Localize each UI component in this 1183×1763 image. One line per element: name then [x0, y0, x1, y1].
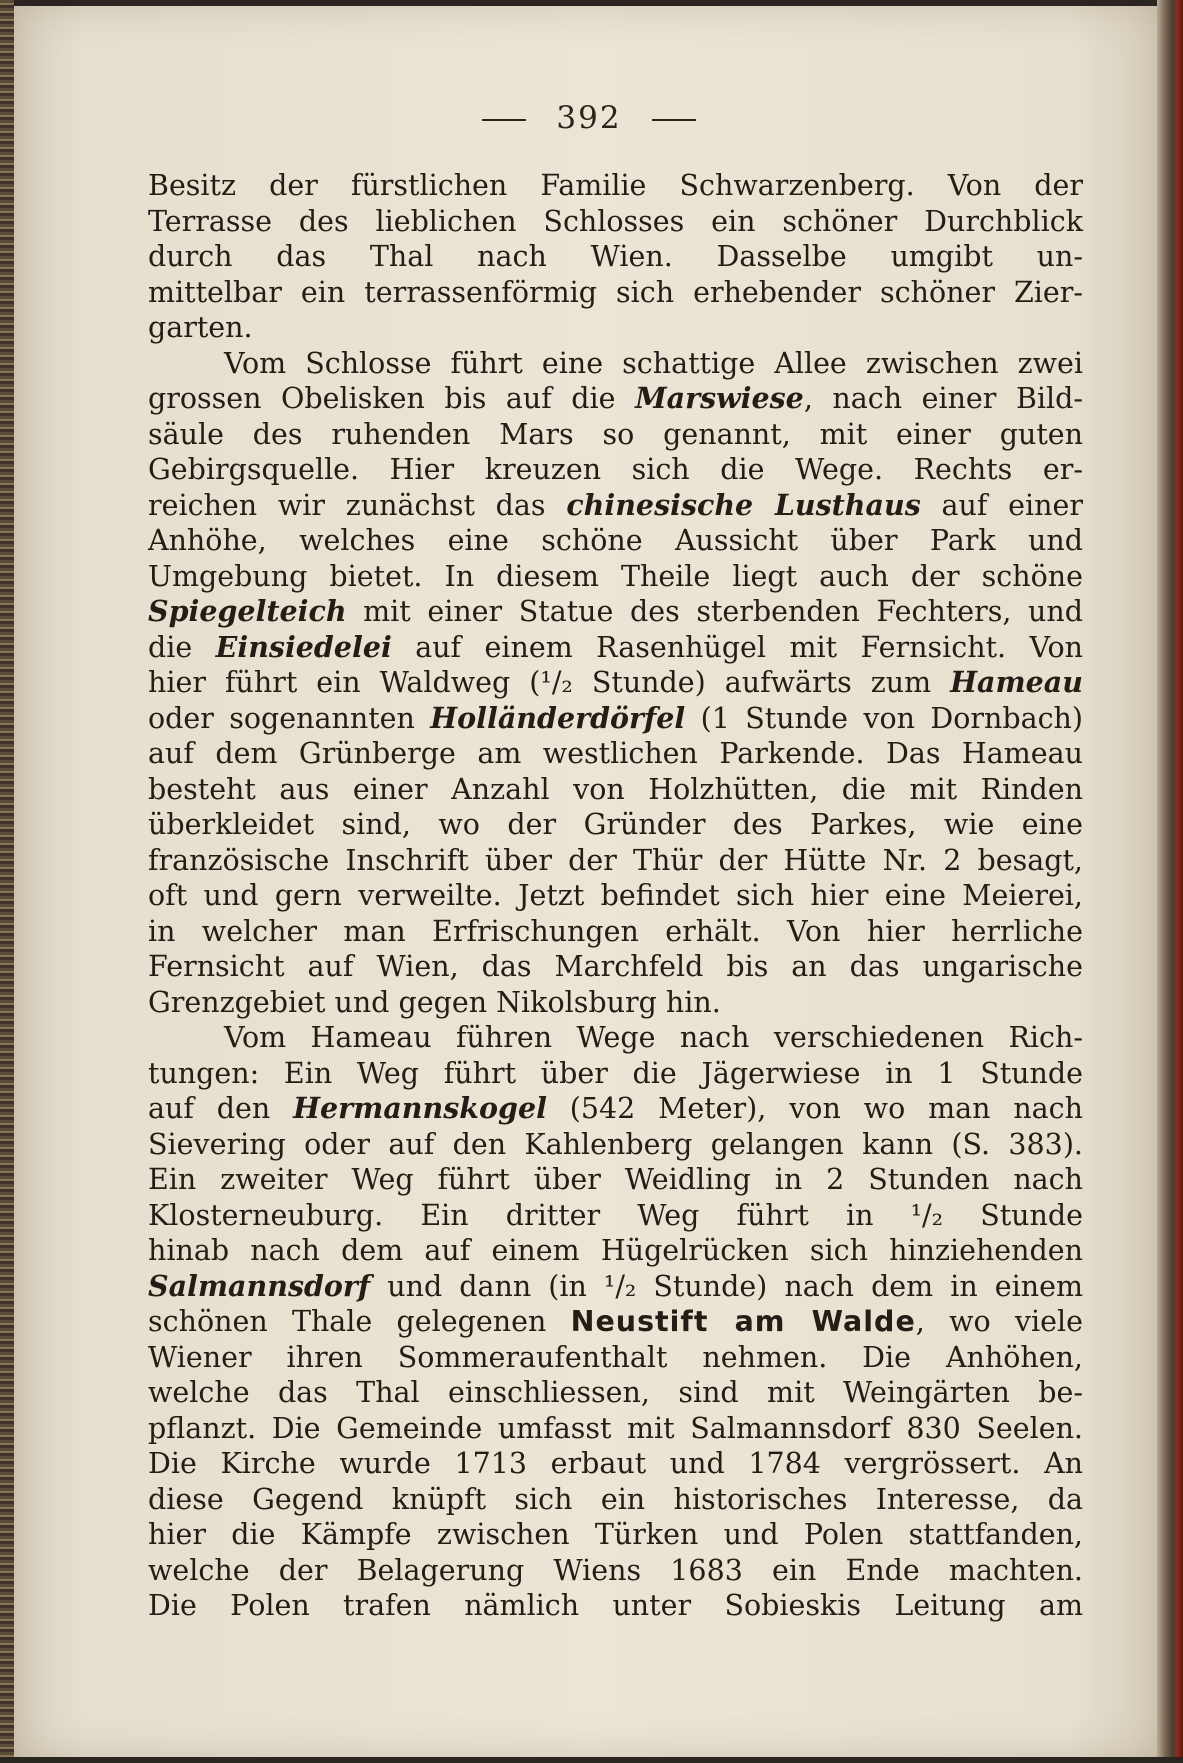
- paragraph: [148, 168, 1083, 346]
- page-number: 392: [556, 100, 622, 136]
- italic-place-name: chinesische Lusthaus: [566, 487, 921, 522]
- text-line: mittelbar ein terrassenförmig sich erhebender schöner Zier-: [148, 275, 1083, 309]
- text-line: Salmannsdorf und dann (in ¹/₂ Stunde) nach dem in einem: [148, 1268, 1083, 1303]
- book-fore-edge: [1157, 0, 1183, 1763]
- text-line: in welcher man Erfrischungen erhält. Von hier herrliche: [148, 914, 1083, 948]
- italic-place-name: Einsiedelei: [215, 629, 392, 664]
- text-line: diese Gegend knüpft sich ein historisches Interesse, da: [148, 1482, 1083, 1516]
- text-line: Vom Schlosse führt eine schattige Allee zwischen zwei: [224, 346, 1083, 380]
- italic-place-name: Hermannskogel: [293, 1091, 547, 1125]
- text-line: oft und gern verweilte. Jetzt befindet sich hier eine Meierei,: [148, 879, 1083, 912]
- header-dash-left: [482, 119, 526, 121]
- text-line: Anhöhe, welches eine schöne Aussicht über Park und: [148, 524, 1083, 557]
- text-line: hinab nach dem auf einem Hügelrücken sich hinziehenden: [148, 1234, 1083, 1267]
- italic-place-name: Holländerdörfel: [430, 700, 686, 735]
- text-line: die Einsiedelei auf einem Rasenhügel mit Fernsicht. Von: [148, 629, 1083, 664]
- text-line: welche das Thal einschliessen, sind mit Weingärten be-: [148, 1376, 1083, 1409]
- text-line: auf den Hermannskogel (542 Meter), von wo man nach: [148, 1091, 1083, 1125]
- text-line: überkleidet sind, wo der Gründer des Parkes, wie eine: [148, 808, 1083, 841]
- text-line: Sievering oder auf den Kahlenberg gelangen kann (S. 383).: [148, 1127, 1083, 1161]
- italic-place-name: Marswiese: [635, 381, 804, 415]
- text-line: hier führt ein Waldweg (¹/₂ Stunde) aufwärts zum Hameau: [148, 665, 1083, 699]
- paragraph: [148, 1020, 1083, 1624]
- body-text: [148, 168, 1083, 1624]
- text-line: Spiegelteich mit einer Statue des sterbenden Fechters, und: [148, 594, 1083, 628]
- text-line: welche der Belagerung Wiens 1683 ein Ende machten.: [148, 1553, 1083, 1587]
- text-line: Gebirgsquelle. Hier kreuzen sich die Wege. Rechts er-: [148, 453, 1083, 486]
- text-line: auf dem Grünberge am westlichen Parkende. Das Hameau: [148, 737, 1083, 770]
- text-line: Ein zweiter Weg führt über Weidling in 2 Stunden nach: [148, 1163, 1083, 1196]
- text-line: reichen wir zunächst das chinesische Lusthaus auf einer: [148, 487, 1083, 522]
- text-line: französische Inschrift über der Thür der Hütte Nr. 2 besagt,: [148, 843, 1083, 877]
- bold-place-name: Neustift am Walde: [570, 1305, 916, 1338]
- text-line: besteht aus einer Anzahl von Holzhütten, die mit Rinden: [148, 772, 1083, 806]
- text-line: Wiener ihren Sommeraufenthalt nehmen. Die Anhöhen,: [148, 1340, 1083, 1374]
- text-line: Fernsicht auf Wien, das Marchfeld bis an das ungarische: [148, 950, 1083, 983]
- header-dash-right: [652, 119, 696, 121]
- text-line: Vom Hameau führen Wege nach verschiedenen Rich-: [224, 1021, 1083, 1054]
- italic-place-name: Hameau: [950, 665, 1083, 699]
- text-line: durch das Thal nach Wien. Dasselbe umgibt un-: [148, 240, 1083, 273]
- text-line: garten.: [148, 311, 253, 344]
- text-line: Besitz der fürstlichen Familie Schwarzenberg. Von der: [148, 169, 1083, 202]
- italic-place-name: Spiegelteich: [148, 594, 347, 628]
- text-line: hier die Kämpfe zwischen Türken und Polen stattfanden,: [148, 1518, 1083, 1551]
- text-line: Klosterneuburg. Ein dritter Weg führt in ¹/₂ Stunde: [148, 1198, 1083, 1232]
- text-line: säule des ruhenden Mars so genannt, mit einer guten: [148, 417, 1083, 451]
- text-line: grossen Obelisken bis auf die Marswiese, nach einer Bild-: [148, 381, 1083, 415]
- text-line: schönen Thale gelegenen Neustift am Walde, wo viele: [148, 1305, 1083, 1338]
- text-line: oder sogenannten Holländerdörfel (1 Stunde von Dornbach): [148, 700, 1084, 735]
- paragraph: [148, 346, 1083, 1021]
- text-line: Die Polen trafen nämlich unter Sobieskis Leitung am: [148, 1589, 1083, 1622]
- text-line: Terrasse des lieblichen Schlosses ein schöner Durchblick: [148, 204, 1083, 238]
- text-line: Grenzgebiet und gegen Nikolsburg hin.: [148, 985, 721, 1019]
- italic-place-name: Salmannsdorf: [148, 1268, 371, 1303]
- scan-bottom-edge: [0, 1757, 1183, 1763]
- text-line: pflanzt. Die Gemeinde umfasst mit Salmannsdorf 830 Seelen.: [148, 1411, 1083, 1445]
- text-line: tungen: Ein Weg führt über die Jägerwiese in 1 Stunde: [148, 1056, 1083, 1090]
- text-line: Umgebung bietet. In diesem Theile liegt auch der schöne: [148, 559, 1083, 593]
- page-sheet: [14, 6, 1164, 1758]
- book-spine-edge: [0, 0, 14, 1763]
- page-header: [14, 100, 1164, 136]
- text-line: Die Kirche wurde 1713 erbaut und 1784 vergrössert. An: [148, 1447, 1083, 1480]
